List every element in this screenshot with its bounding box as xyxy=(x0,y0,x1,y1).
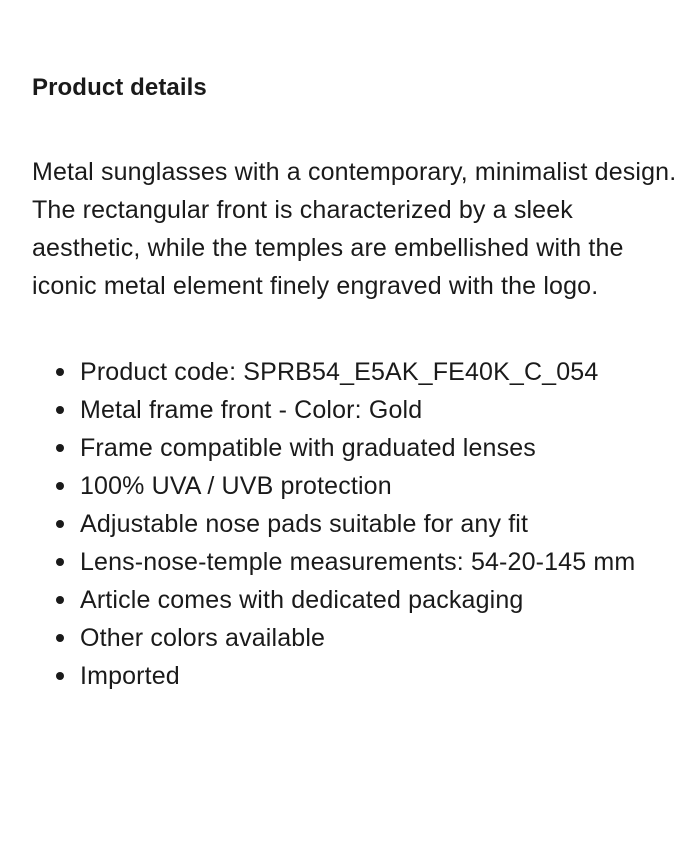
list-item-other-colors xyxy=(56,619,680,657)
list-item-label: Product code: SPRB54_E5AK_FE40K_C_054 xyxy=(80,358,599,386)
list-item-label: Frame compatible with graduated lenses xyxy=(80,434,536,462)
bullet-icon xyxy=(56,368,64,376)
product-description: Metal sunglasses with a contemporary, minimalist design. The rectangular front is characterized by a sleek aesthetic, while the temples are embellished with the iconic metal element finely engraved with the logo. xyxy=(32,158,677,300)
list-item-measurements xyxy=(56,543,680,581)
bullet-icon xyxy=(56,634,64,642)
list-item-label: 100% UVA / UVB protection xyxy=(80,472,392,500)
bullet-icon xyxy=(56,444,64,452)
list-item-product-code xyxy=(56,353,680,391)
list-item-imported xyxy=(56,657,680,695)
bullet-icon xyxy=(56,520,64,528)
product-details-title: Product details xyxy=(32,74,207,101)
bullet-icon xyxy=(56,596,64,604)
list-item-frame-color xyxy=(56,391,680,429)
list-item-nose-pads xyxy=(56,505,680,543)
list-item-label: Imported xyxy=(80,662,180,690)
list-item-label: Lens-nose-temple measurements: 54-20-145 mm xyxy=(80,548,636,576)
list-item-graduated-lenses xyxy=(56,429,680,467)
bullet-icon xyxy=(56,672,64,680)
list-item-uv-protection xyxy=(56,467,680,505)
list-item-label: Metal frame front - Color: Gold xyxy=(80,396,423,424)
list-item-label: Article comes with dedicated packaging xyxy=(80,586,524,614)
list-item-label: Adjustable nose pads suitable for any fit xyxy=(80,510,529,538)
bullet-icon xyxy=(56,558,64,566)
product-details-list xyxy=(32,353,680,695)
bullet-icon xyxy=(56,406,64,414)
list-item-packaging xyxy=(56,581,680,619)
bullet-icon xyxy=(56,482,64,490)
list-item-label: Other colors available xyxy=(80,624,326,652)
